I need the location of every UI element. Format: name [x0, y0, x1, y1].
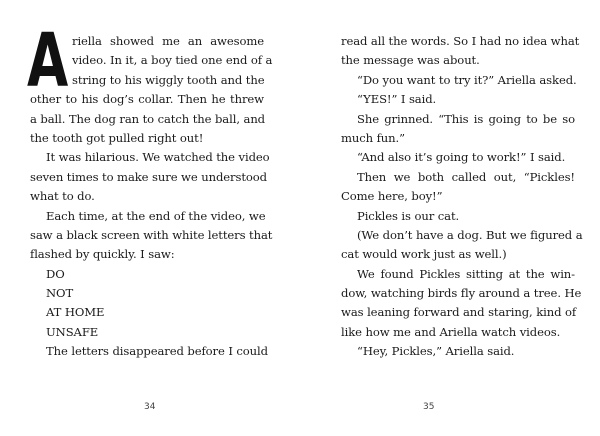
text-line: read all the words. So I had no idea what	[341, 34, 580, 48]
text-line: Each time, at the end of the video, we	[46, 208, 266, 223]
text-line: a ball. The dog ran to catch the ball, and	[30, 111, 266, 126]
right-page-text	[341, 32, 583, 362]
text-line: like how me and Ariella watch videos.	[341, 324, 561, 339]
text-line: It was hilarious. We watched the video	[46, 150, 270, 165]
text-line: Come here, boy!”	[341, 189, 443, 204]
text-line: Pickles is our cat.	[357, 208, 460, 223]
text-line: The letters disappeared before I could	[46, 344, 268, 359]
text-line: (We don’t have a dog. But we figured a	[357, 227, 583, 242]
text-line: much fun.”	[341, 130, 405, 145]
page-number: 34	[144, 402, 156, 412]
text-line: “YES!” I said.	[357, 92, 437, 107]
left-page-text	[27, 18, 273, 362]
page-number: 35	[423, 402, 435, 412]
text-line: seven times to make sure we understood	[30, 169, 267, 184]
text-line: the message was about.	[341, 53, 480, 68]
text-line: riella showed me an awesome	[72, 34, 264, 48]
text-line: “And also it’s going to work!” I said.	[357, 150, 566, 165]
list-item: DO	[46, 266, 65, 281]
text-line: cat would work just as well.)	[341, 247, 507, 262]
text-line: what to do.	[30, 189, 95, 204]
text-line: video. In it, a boy tied one end of a	[72, 53, 273, 68]
list-item: NOT	[46, 286, 74, 301]
list-item: AT HOME	[46, 305, 105, 320]
text-line: dow, watching birds fly around a tree. He	[341, 286, 582, 301]
text-line: We found Pickles sitting at the win-	[357, 266, 575, 281]
drop-cap: A	[27, 18, 69, 104]
text-line: Then we both called out, “Pickles!	[357, 169, 575, 184]
list-item: UNSAFE	[46, 324, 99, 339]
text-line: flashed by quickly. I saw:	[30, 247, 175, 262]
text-line: “Hey, Pickles,” Ariella said.	[357, 344, 515, 359]
text-line: other to his dog’s collar. Then he threw	[30, 92, 264, 107]
text-line: string to his wiggly tooth and the	[72, 72, 265, 87]
text-line: saw a black screen with white letters that	[30, 227, 273, 242]
text-line: the tooth got pulled right out!	[30, 130, 204, 145]
text-line: was leaning forward and staring, kind of	[341, 305, 577, 320]
right-page	[300, 0, 600, 436]
text-line: She grinned. “This is going to be so	[357, 111, 575, 126]
text-line: “Do you want to try it?” Ariella asked.	[357, 72, 577, 87]
